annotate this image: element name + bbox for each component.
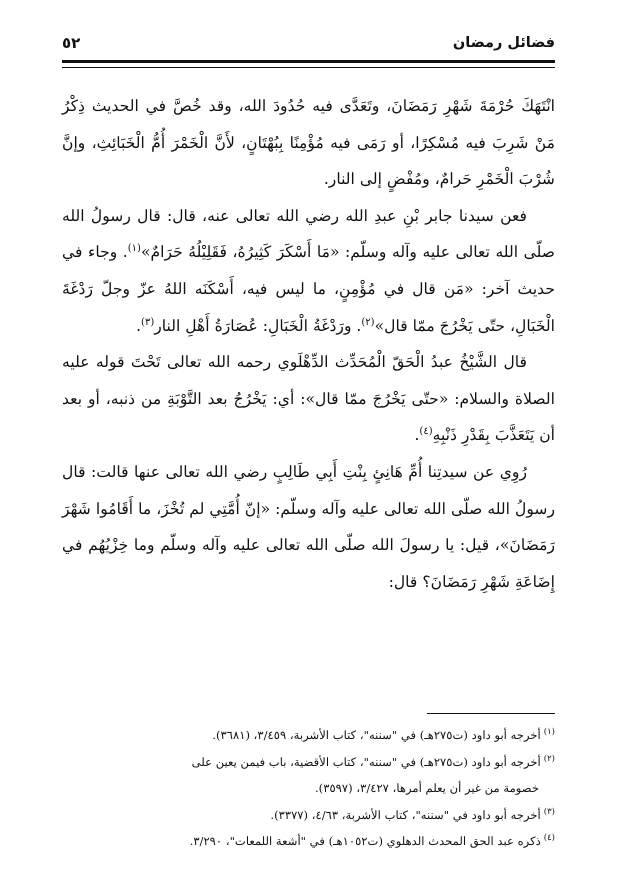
paragraph-2-text-b: . وجاء في حديث آخر: «مَن قال في مُؤْمِنٍ، ما ليس فيه، أَسْكَنَه اللهُ عزّ وجلّ رَدْغَةَ الْخَبَالِ، حتّى يَخْرُجَ ممّا قال» [62,243,555,335]
footnote-1-text: أخرجه أبو داود (ت٢٧٥هـ) في "سننه"، كتاب الأشربة، ٣/٤٥٩، (٣٦٨١). [212,728,541,742]
paragraph-3 [62,344,555,454]
footnote-separator [427,713,555,714]
footnote-ref-2[interactable]: (٢) [361,316,375,328]
footnote-4-mark: (٤) [543,833,555,844]
paragraph-2-text-d: . [136,316,142,335]
footnote-4 [62,828,555,855]
paragraph-1-text: انْتَهَكَ حُرْمَةَ شَهْرِ رَمَضَانَ، وتَعَدَّى فيه حُدُودَ الله، وقد خُصَّ في الحديث ذِكْرُ مَنْ شَرِبَ فيه مُسْكِرًا، أو رَمَى فيه مُؤْمِنًا بِبُهْتَانٍ، لأَنَّ الْخَمْرَ أُمُّ الْخَبَائِثِ، وإنَّ شُرْبَ الْخَمْرِ حَرامٌ، ومُفْضٍ إلى النار. [62,97,555,189]
footnote-ref-1[interactable]: (١) [127,243,141,255]
paragraph-4-text: رُوِي عن سيدتِنا أُمِّ هَانِئٍ بِنْتِ أَبِي طَالِبٍ رضي الله تعالى عنها قالت: قال رسولُ الله صلّى الله تعالى عليه وآله وسلّم: «إنّ أُمَّتِي لم تُخْزَ، ما أَقَامُوا شَهْرَ رَمَضَانَ»، قيل: يا رسولَ الله صلّى الله تعالى عليه وآله وسلّم وما خِزْيُهُم في إِضَاعَةِ شَهْرِ رَمَضَانَ؟ قال: [62,462,555,591]
book-title: فضائل رمضان [452,35,555,51]
footnote-3-text: أخرجه أبو داود في "سننه"، كتاب الأشربة، ٤/٦٣، (٣٣٧٧). [270,807,541,822]
footnote-3-mark: (٣) [543,806,555,817]
page-number: ٥٢ [62,34,81,52]
footnotes [62,722,555,855]
footnote-1 [62,722,555,749]
footnote-2-mark: (٢) [543,753,555,764]
paragraph-4 [62,454,555,600]
paragraph-3-text-a: قال الشَّيْخُ عبدُ الْحَقّ الْمُحَدِّث الدِّهْلَوي رحمه الله تعالى تَحْتَ قوله عليه الصلاة والسلام: «حتّى يَخْرُجَ ممّا قال»: أي: يَخْرُجُ بعد التَّوْبَةِ من ذنبه، أو بعد أن يَتَعَذَّبَ بِقَدْرِ ذَنْبِهِ [62,353,555,445]
main-text [62,88,555,600]
paragraph-2 [62,198,555,344]
paragraph-2-text-a: فعن سيدنا جابر بْنِ عبدِ الله رضي الله تعالى عنه، قال: قال رسولُ الله صلّى الله تعالى عليه وآله وسلّم: «مَا أَسْكَرَ كَثِيرُهُ، فَقَلِيْلُهُ حَرَامٌ» [62,206,555,262]
footnote-2-continuation-text: خصومة من غير أن يعلم أمرها، ٣/٤٢٧، (٣٥٩٧). [315,781,539,795]
header-rule [62,60,555,68]
footnote-3 [62,802,555,829]
paragraph-3-text-b: . [414,426,420,445]
running-header [62,30,555,56]
paragraph-2-text-c: . ورَدْغَةُ الْخَبَالِ: عُصَارَةُ أَهْلِ النار [154,316,362,335]
footnote-ref-3[interactable]: (٣) [141,316,155,328]
footnote-1-mark: (١) [543,727,555,738]
footnote-2-continuation [62,775,555,802]
paragraph-1 [62,88,555,198]
footnote-2 [62,749,555,776]
footnote-ref-4[interactable]: (٤) [419,426,433,438]
footnote-4-text: ذكره عبد الحق المحدث الدهلوي (ت١٠٥٢هـ) في "أشعة اللمعات"، ٣/٢٩٠. [189,834,541,848]
footnote-2-text: أخرجه أبو داود (ت٢٧٥هـ) في "سننه"، كتاب الأقضية، باب فيمن يعين على [191,754,541,769]
